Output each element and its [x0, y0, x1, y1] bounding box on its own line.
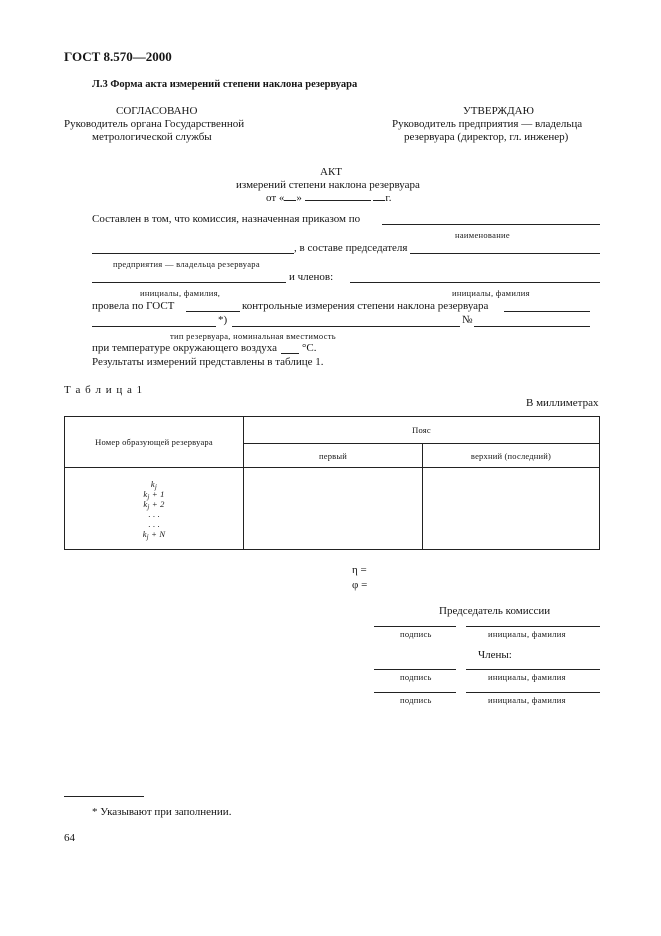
document-header: ГОСТ 8.570—2000: [64, 49, 172, 64]
member2-name-field[interactable]: [466, 692, 600, 693]
approved-left-line2: метрологической службы: [92, 131, 212, 143]
date-year-field[interactable]: [373, 200, 385, 201]
cell-first-belt[interactable]: [244, 468, 423, 550]
section-title: Л.3 Форма акта измерений степени наклона резервуара: [92, 79, 358, 90]
name-label-2: инициалы, фамилия: [488, 672, 566, 682]
name-label-3: инициалы, фамилия: [488, 695, 566, 705]
approved-left-line1: Руководитель органа Государственной: [64, 118, 245, 130]
gost-field[interactable]: [186, 311, 240, 312]
page-number: 64: [64, 832, 75, 844]
eta-label: η =: [352, 564, 367, 576]
row-k: $k_j$: [150, 478, 158, 491]
header-generatrix: Номер образующей резервуара: [65, 417, 244, 468]
act-title: АКТ: [320, 166, 342, 178]
form-line5-no: №: [462, 314, 473, 326]
date-suffix: г.: [385, 192, 392, 204]
act-date: [266, 192, 391, 204]
date-month-field[interactable]: [305, 200, 371, 201]
name-label-1: инициалы, фамилия: [488, 629, 566, 639]
form-line4-b: контрольные измерения степени наклона резервуара: [242, 300, 489, 312]
footnote: * Указывают при заполнении.: [92, 806, 232, 818]
order-field[interactable]: [382, 224, 600, 225]
members-title: Члены:: [478, 649, 512, 661]
tank-capacity-field[interactable]: [232, 326, 460, 327]
temperature-field[interactable]: [281, 353, 299, 354]
form-line1: Составлен в том, что комиссия, назначенная приказом по: [92, 213, 361, 225]
act-subtitle: измерений степени наклона резервуара: [236, 179, 420, 191]
row-dots-1: . . .: [148, 508, 160, 519]
approved-right-line1: Руководитель предприятия — владельца: [392, 118, 583, 130]
form-line7: Результаты измерений представлены в таблице 1.: [92, 356, 324, 368]
header-first: первый: [244, 444, 423, 468]
approved-right-line2: резервуара (директор, гл. инженер): [404, 131, 569, 143]
tank-field[interactable]: [504, 311, 590, 312]
phi-label: φ =: [352, 579, 368, 591]
generatrix-list: [65, 468, 244, 550]
form-line4-a: провела по ГОСТ: [92, 300, 175, 312]
form-line6: при температуре окружающего воздуха: [92, 342, 278, 354]
member1-signature-field[interactable]: [374, 669, 456, 670]
cell-top-belt[interactable]: [423, 468, 600, 550]
header-belt: Пояс: [244, 417, 600, 444]
sig-label-1: подпись: [400, 629, 432, 639]
footnote-divider: [64, 796, 144, 797]
tank-type-field[interactable]: [92, 326, 216, 327]
caption-tank-type: тип резервуара, номинальная вместимость: [170, 331, 336, 341]
table-units: В миллиметрах: [526, 397, 599, 409]
chairman-field[interactable]: [410, 253, 600, 254]
approved-right-title: УТВЕРЖДАЮ: [463, 105, 534, 117]
row-k1: $k_j + 1$: [143, 488, 165, 501]
date-mid: »: [296, 192, 302, 204]
tank-number-field[interactable]: [474, 326, 590, 327]
caption-initials-1: инициалы, фамилия,: [140, 288, 221, 298]
temperature-unit: °С.: [302, 342, 317, 354]
row-kn: $k_j + N$: [142, 528, 166, 541]
caption-initials-2: инициалы, фамилия: [452, 288, 530, 298]
members-field[interactable]: [350, 282, 600, 283]
row-k2: $k_j + 2$: [143, 498, 165, 511]
date-prefix: от «: [266, 192, 285, 204]
form-line5-star: *): [218, 314, 228, 326]
sig-label-2: подпись: [400, 672, 432, 682]
form-line2: , в составе председателя: [294, 242, 408, 254]
chairman-signature-field[interactable]: [374, 626, 456, 627]
header-top: верхний (последний): [423, 444, 600, 468]
approved-left-title: СОГЛАСОВАНО: [116, 105, 198, 117]
caption-enterprise: предприятия — владельца резервуара: [113, 259, 260, 269]
member2-signature-field[interactable]: [374, 692, 456, 693]
chairman-title: Председатель комиссии: [439, 605, 551, 617]
table-caption: Т а б л и ц а 1: [64, 384, 144, 396]
chairman-cont-field[interactable]: [92, 282, 286, 283]
enterprise-field[interactable]: [92, 253, 294, 254]
chairman-name-field[interactable]: [466, 626, 600, 627]
member1-name-field[interactable]: [466, 669, 600, 670]
form-line3: и членов:: [289, 271, 334, 283]
measurements-table: [64, 416, 600, 550]
date-day-field[interactable]: [284, 200, 296, 201]
sig-label-3: подпись: [400, 695, 432, 705]
row-dots-2: . . .: [148, 518, 160, 529]
caption-name: наименование: [455, 230, 510, 240]
